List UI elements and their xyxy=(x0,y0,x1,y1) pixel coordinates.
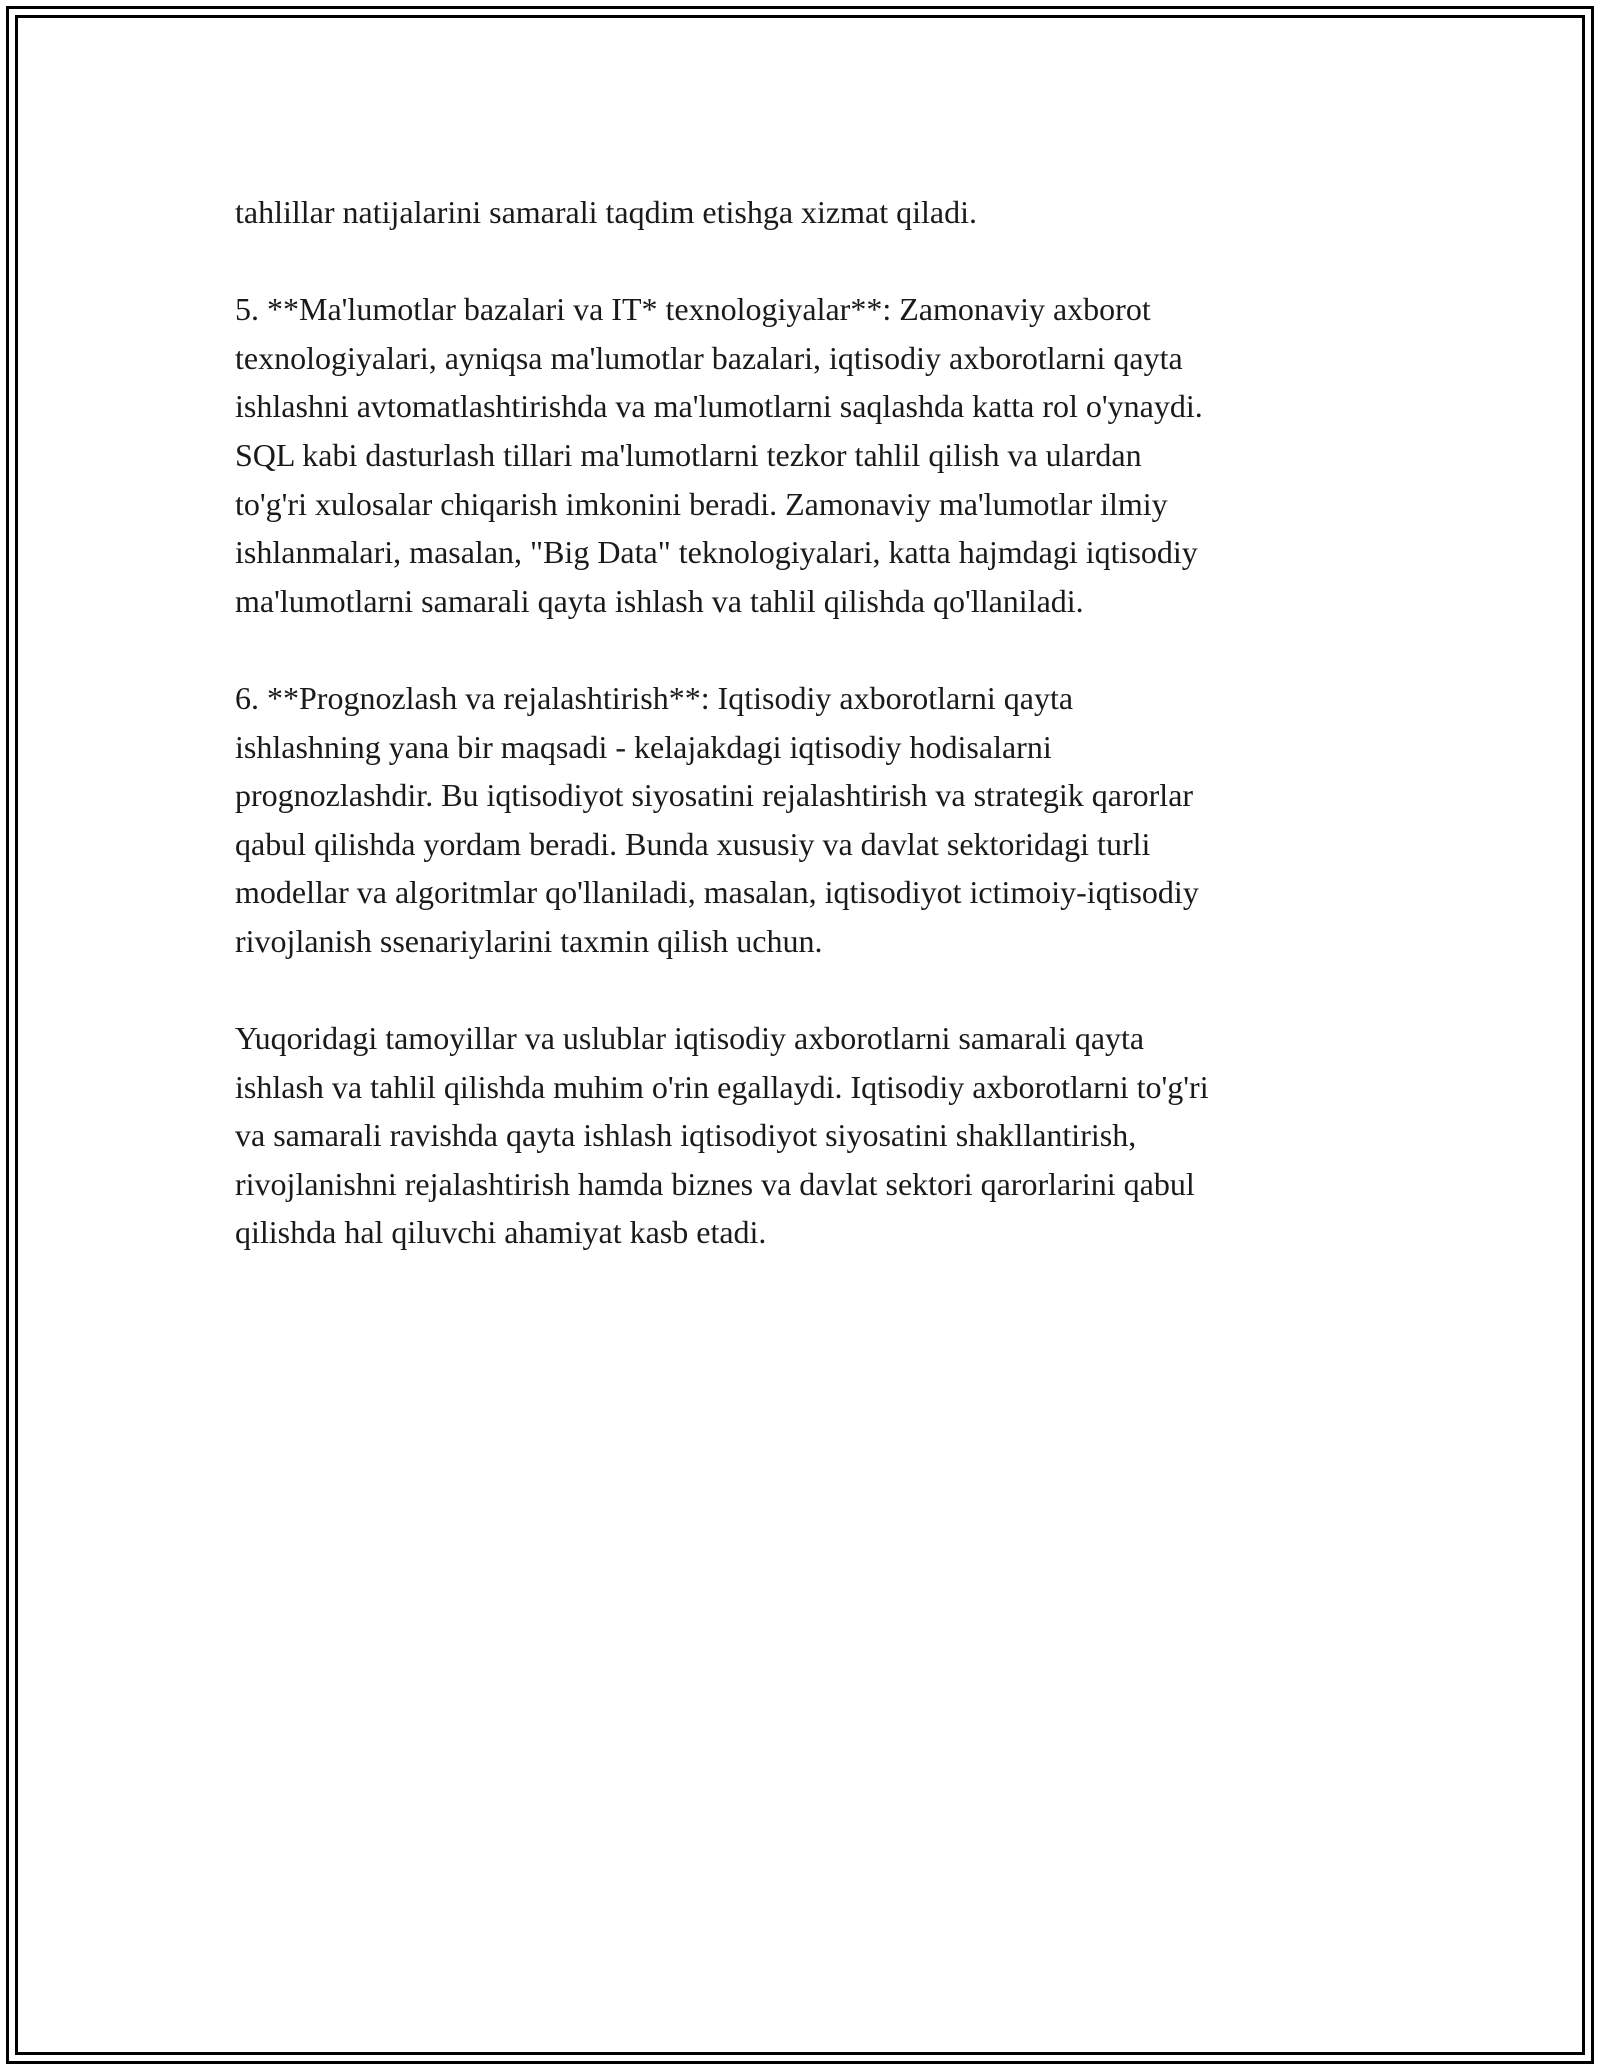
text-line: to'g'ri xulosalar chiqarish imkonini beradi. Zamonaviy ma'lumotlar ilmiy xyxy=(235,485,1168,522)
document-body xyxy=(235,188,1375,1306)
text-line: Yuqoridagi tamoyillar va uslublar iqtisodiy axborotlarni samarali qayta xyxy=(235,1020,1145,1057)
text-line: va samarali ravishda qayta ishlash iqtisodiyot siyosatini shakllantirish, xyxy=(235,1117,1137,1154)
paragraph-item-5 xyxy=(235,285,1375,625)
text-line: rivojlanishni rejalashtirish hamda biznes va davlat sektori qarorlarini qabul xyxy=(235,1165,1195,1202)
text-line: ishlanmalari, masalan, "Big Data" teknologiyalari, katta hajmdagi iqtisodiy xyxy=(235,534,1198,571)
text-line: 6. **Prognozlash va rejalashtirish**: Iqtisodiy axborotlarni qayta xyxy=(235,679,1074,716)
text-line: tahlillar natijalarini samarali taqdim etishga xizmat qiladi. xyxy=(235,194,977,230)
paragraph-conclusion xyxy=(235,1014,1375,1257)
text-line: rivojlanish ssenariylarini taxmin qilish uchun. xyxy=(235,922,823,959)
text-line: qilishda hal qiluvchi ahamiyat kasb etadi. xyxy=(235,1214,767,1251)
text-line: modellar va algoritmlar qo'llaniladi, masalan, iqtisodiyot ictimoiy-iqtisodiy xyxy=(235,874,1199,911)
text-line: ishlashni avtomatlashtirishda va ma'lumotlarni saqlashda katta rol o'ynaydi. xyxy=(235,388,1203,425)
text-line: texnologiyalari, ayniqsa ma'lumotlar bazalari, iqtisodiy axborotlarni qayta xyxy=(235,339,1183,376)
text-line: ma'lumotlarni samarali qayta ishlash va tahlil qilishda qo'llaniladi. xyxy=(235,582,1084,619)
text-line: SQL kabi dasturlash tillari ma'lumotlarni tezkor tahlil qilish va ulardan xyxy=(235,436,1142,473)
text-line: prognozlashdir. Bu iqtisodiyot siyosatini rejalashtirish va strategik qarorlar xyxy=(235,777,1194,814)
text-line: 5. **Ma'lumotlar bazalari va IT* texnologiyalar**: Zamonaviy axborot xyxy=(235,291,1151,328)
text-line: qabul qilishda yordam beradi. Bunda xususiy va davlat sektoridagi turli xyxy=(235,825,1151,862)
text-line: ishlashning yana bir maqsadi - kelajakdagi iqtisodiy hodisalarni xyxy=(235,728,1052,765)
text-line: ishlash va tahlil qilishda muhim o'rin egallaydi. Iqtisodiy axborotlarni to'g'ri xyxy=(235,1068,1209,1105)
paragraph-intro-continuation xyxy=(235,188,1375,237)
paragraph-item-6 xyxy=(235,674,1375,966)
